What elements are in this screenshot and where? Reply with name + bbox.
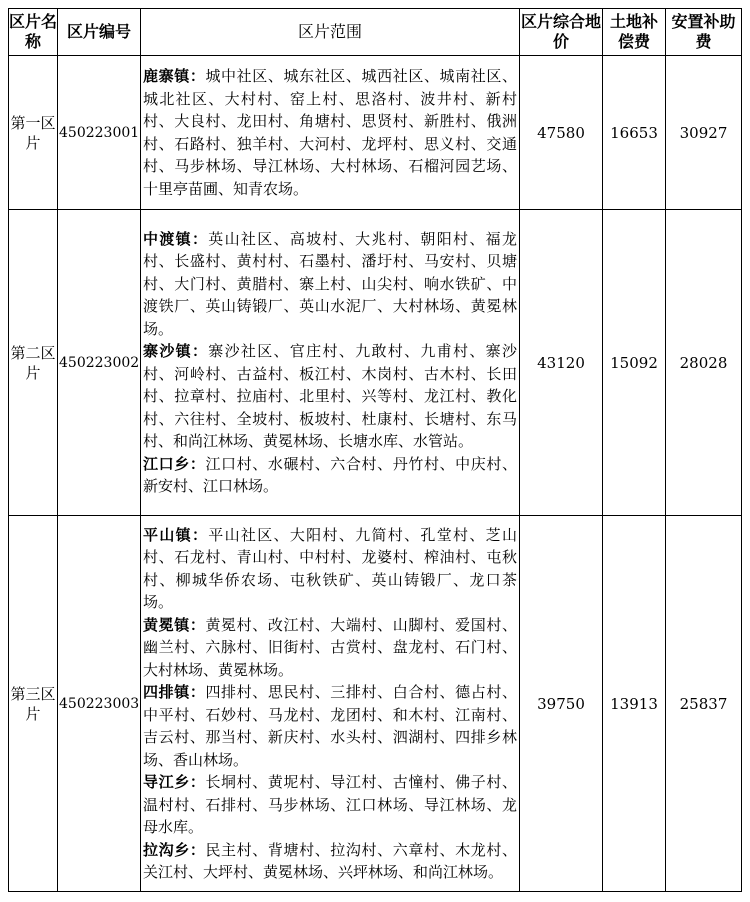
town-block xyxy=(143,65,517,200)
header-price: 区片综合地价 xyxy=(520,9,603,56)
zone-name: 第一区片 xyxy=(9,56,58,210)
zone-area xyxy=(141,210,520,516)
village-list: 平山社区、大阳村、九简村、孔堂村、芝山村、石龙村、青山村、中村村、龙婆村、榨油村、屯秋村、柳城华侨农场、屯秋铁矿、英山铸锻厂、龙口茶场。 xyxy=(143,525,517,611)
zone-code: 450223001 xyxy=(58,56,141,210)
town-name: 黄冕镇： xyxy=(143,615,206,634)
header-code: 区片编号 xyxy=(58,9,141,56)
town-name: 江口乡： xyxy=(143,454,206,473)
village-list: 四排村、思民村、三排村、白合村、德占村、中平村、石妙村、马龙村、龙团村、和木村、江南村、吉云村、那当村、新庆村、水头村、泗湖村、四排乡林场、香山林场。 xyxy=(143,683,517,769)
zone-area xyxy=(141,516,520,892)
zone-price: 39750 xyxy=(520,516,603,892)
town-name: 导江乡： xyxy=(143,773,206,791)
land-compensation: 13913 xyxy=(603,516,666,892)
town-block xyxy=(143,524,517,614)
zone-price: 47580 xyxy=(520,56,603,210)
village-list: 江口村、水碾村、六合村、丹竹村、中庆村、新安村、江口林场。 xyxy=(143,454,517,495)
village-list: 英山社区、高坡村、大兆村、朝阳村、福龙村、长盛村、黄村村、石墨村、潘圩村、马安村、贝塘村、大门村、黄腊村、寨上村、山尖村、响水铁矿、中渡铁厂、英山铸锻厂、英山水泥厂、大村林场、黄冕林场。 xyxy=(143,229,517,338)
header-resettle: 安置补助费 xyxy=(666,9,742,56)
land-compensation: 15092 xyxy=(603,210,666,516)
village-list: 民主村、背塘村、拉沟村、六章村、木龙村、关江村、大坪村、黄冕林场、兴坪林场、和尚江林场。 xyxy=(143,840,517,881)
town-name: 中渡镇： xyxy=(143,229,209,248)
header-row xyxy=(9,9,742,56)
zone-name: 第二区片 xyxy=(9,210,58,516)
header-area: 区片范围 xyxy=(141,9,520,56)
town-name: 平山镇： xyxy=(143,525,209,544)
village-list: 寨沙社区、官庄村、九敢村、九甫村、寨沙村、河岭村、古益村、板江村、木岗村、古木村、长田村、拉章村、拉庙村、北里村、兴等村、龙江村、教化村、六往村、全坡村、板坡村、杜康村、长塘村、东马村、和尚江林场、黄冕林场、长塘水库、水管站。 xyxy=(143,342,517,450)
zone-code: 450223003 xyxy=(58,516,141,892)
village-list: 城中社区、城东社区、城西社区、城南社区、城北社区、大村村、窑上村、思洛村、波井村、新村村、大良村、龙田村、角塘村、思贤村、新胜村、俄洲村、石路村、独羊村、大河村、龙坪村、思义村、交通村、马步林场、导江林场、大村林场、石榴河园艺场、十里亭苗圃、知青农场。 xyxy=(143,67,517,198)
zone-price: 43120 xyxy=(520,210,603,516)
town-block xyxy=(143,681,517,771)
town-block xyxy=(143,839,517,884)
zone-name: 第三区片 xyxy=(9,516,58,892)
town-name: 拉沟乡： xyxy=(143,840,206,859)
town-name: 寨沙镇： xyxy=(143,342,209,360)
town-block xyxy=(143,614,517,682)
resettlement-subsidy: 30927 xyxy=(666,56,742,210)
village-list: 黄冕村、改江村、大端村、山脚村、爱国村、幽兰村、六脉村、旧街村、古赏村、盘龙村、石门村、大村林场、黄冕林场。 xyxy=(143,615,517,679)
land-price-table xyxy=(8,8,742,892)
table-row xyxy=(9,516,742,892)
table-row xyxy=(9,56,742,210)
zone-area xyxy=(141,56,520,210)
town-name: 鹿寨镇： xyxy=(143,67,206,85)
town-block xyxy=(143,340,517,453)
table-row xyxy=(9,210,742,516)
town-block xyxy=(143,453,517,498)
header-name: 区片名称 xyxy=(9,9,58,56)
resettlement-subsidy: 28028 xyxy=(666,210,742,516)
town-name: 四排镇： xyxy=(143,683,206,701)
village-list: 长垌村、黄坭村、导江村、古憧村、佛子村、温村村、石排村、马步林场、江口林场、导江林场、龙母水库。 xyxy=(143,773,517,836)
land-compensation: 16653 xyxy=(603,56,666,210)
town-block xyxy=(143,228,517,341)
resettlement-subsidy: 25837 xyxy=(666,516,742,892)
town-block xyxy=(143,771,517,839)
zone-code: 450223002 xyxy=(58,210,141,516)
header-land: 土地补偿费 xyxy=(603,9,666,56)
